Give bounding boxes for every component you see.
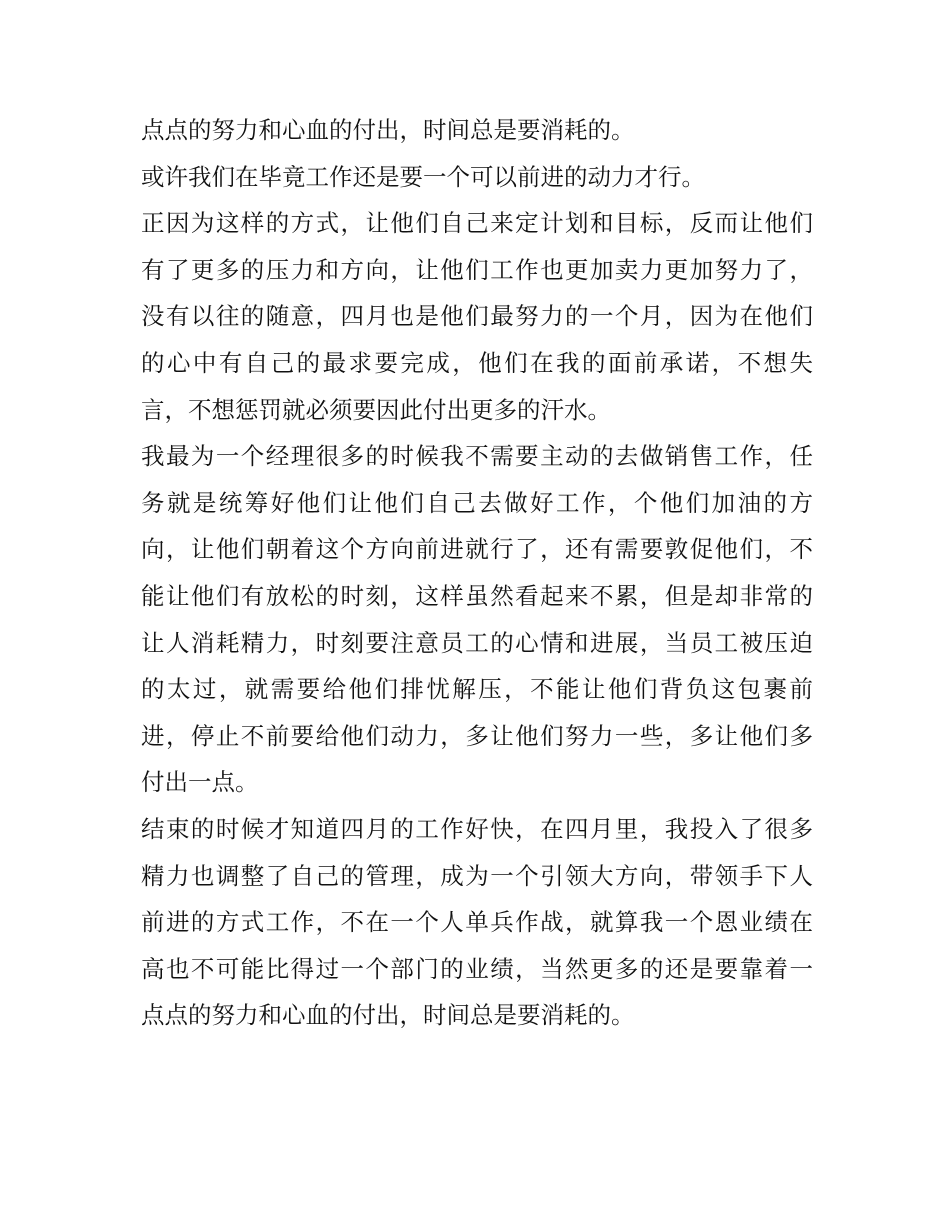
- paragraph-4: [141, 433, 813, 806]
- text-line: 有了更多的压力和方向，让他们工作也更加卖力更加努力了，: [141, 255, 813, 284]
- text-line: 的太过，就需要给他们排忧解压，不能让他们背负这包裹前: [141, 675, 813, 704]
- text-line: 高也不可能比得过一个部门的业绩，当然更多的还是要靠着一: [141, 954, 813, 983]
- text-line: 务就是统筹好他们让他们自己去做好工作，个他们加油的方: [141, 488, 813, 517]
- text-line: 前进的方式工作，不在一个人单兵作战，就算我一个恩业绩在: [141, 908, 813, 937]
- paragraph-2: [141, 154, 813, 201]
- text-line: 的心中有自己的最求要完成，他们在我的面前承诺，不想失: [141, 348, 813, 377]
- text-line: 能让他们有放松的时刻，这样虽然看起来不累，但是却非常的: [141, 581, 813, 610]
- text-line: 进，停止不前要给他们动力，多让他们努力一些，多让他们多: [141, 721, 813, 750]
- text-line: 没有以往的随意，四月也是他们最努力的一个月，因为在他们: [141, 302, 813, 331]
- text-line: 精力也调整了自己的管理，成为一个引领大方向，带领手下人: [141, 861, 813, 890]
- text-line: 正因为这样的方式，让他们自己来定计划和目标，反而让他们: [141, 209, 813, 238]
- text-line: 或许我们在毕竟工作还是要一个可以前进的动力才行。: [141, 162, 705, 191]
- text-line: 付出一点。: [141, 768, 259, 797]
- text-line: 我最为一个经理很多的时候我不需要主动的去做销售工作，任: [141, 442, 813, 471]
- text-line: 言，不想惩罚就必须要因此付出更多的汗水。: [141, 395, 611, 424]
- paragraph-5: [141, 806, 813, 1039]
- text-line: 向，让他们朝着这个方向前进就行了，还有需要敦促他们，不: [141, 535, 813, 564]
- text-line: 点点的努力和心血的付出，时间总是要消耗的。: [141, 1001, 635, 1030]
- text-line: 点点的努力和心血的付出，时间总是要消耗的。: [141, 116, 635, 144]
- paragraph-1: [141, 107, 813, 154]
- document-body: [141, 107, 813, 1039]
- paragraph-3: [141, 200, 813, 433]
- text-line: 让人消耗精力，时刻要注意员工的心情和进展，当员工被压迫: [141, 628, 813, 657]
- text-line: 结束的时候才知道四月的工作好快，在四月里，我投入了很多: [141, 814, 813, 843]
